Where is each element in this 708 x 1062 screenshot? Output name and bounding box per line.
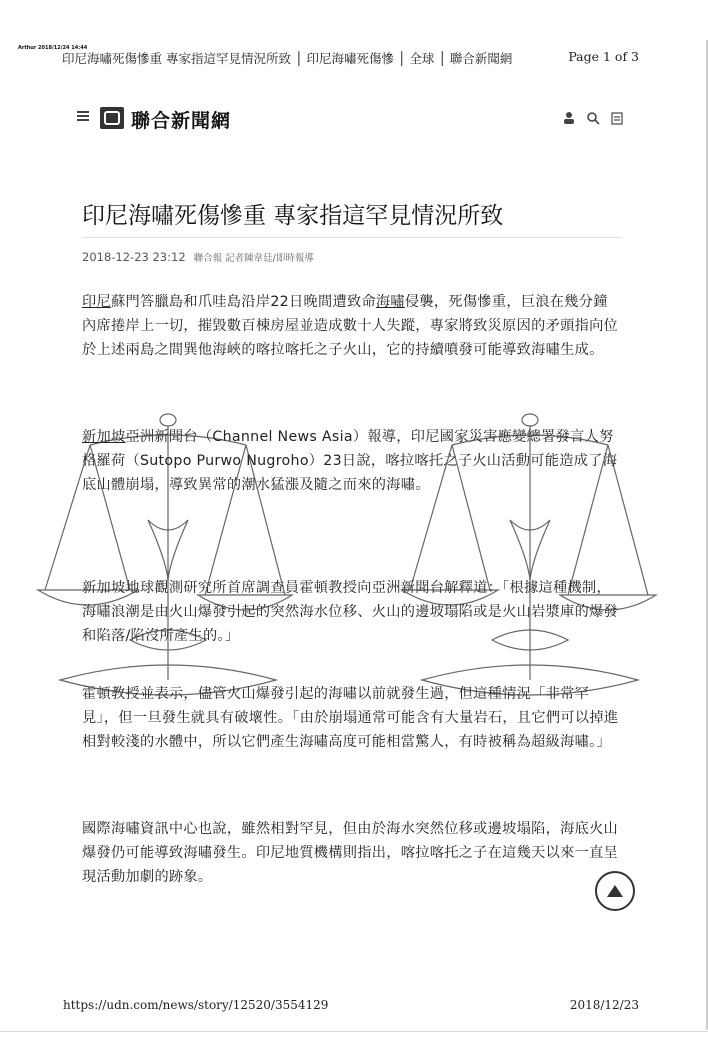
hamburger-menu-icon[interactable]	[77, 111, 89, 121]
bottom-border	[0, 1031, 708, 1032]
header-icons	[562, 111, 624, 125]
title-divider	[82, 237, 622, 238]
print-stamp: Arthur 2018/12/24 14:44	[18, 45, 88, 51]
article-paragraph-3: 新加坡地球觀測研究所首席調查員霍頓教授向亞洲新聞台解釋道：「根據這種機制，海嘯浪潮是由火山爆發引起的突然海水位移、火山的邊坡塌陷或是火山岩漿庫的爆發和陷落/陷沒所產生的。」	[82, 580, 619, 644]
tag-link-tsunami[interactable]: 海嘯	[375, 294, 405, 310]
search-icon[interactable]	[586, 111, 600, 125]
udn-logo-icon[interactable]	[100, 107, 124, 129]
footer-date: 2018/12/23	[569, 998, 639, 1012]
print-header-title: 印尼海嘯死傷慘重 專家指這罕見情況所致 │ 印尼海嘯死傷慘 │ 全球 │ 聯合新聞網	[62, 51, 513, 66]
shopping-icon[interactable]	[610, 111, 624, 125]
arrow-up-icon	[606, 884, 624, 898]
article-paragraph-2: 新加坡亞洲新聞台（Channel News Asia）報導，印尼國家災害應變總署發言人努格羅荷（Sutopo Purwo Nugroho）23日說，喀拉喀托之子火山活動可能造成了海底山體崩塌，導致異常的潮水猛漲及隨之而來的海嘯。	[82, 429, 618, 493]
article-source: 聯合報 記者陳韋廷/即時報導	[193, 253, 314, 264]
scales-watermark-icon	[20, 410, 660, 710]
article-paragraph-5: 國際海嘯資訊中心也說，雖然相對罕見，但由於海水突然位移或邊坡塌陷，海底火山爆發仍可能導致海嘯發生。印尼地質機構則指出，喀拉喀托之子在這幾天以來一直呈現活動加劇的跡象。	[82, 821, 619, 885]
page-number: Page 1 of 3	[568, 49, 639, 64]
article-title: 印尼海嘯死傷慘重 專家指這罕見情況所致	[82, 203, 504, 229]
tag-link-singapore[interactable]: 新加坡	[82, 429, 126, 445]
article-meta	[82, 250, 314, 264]
article-datetime: 2018-12-23 23:12	[82, 250, 186, 264]
article-paragraph-4: 霍頓教授並表示，儘管火山爆發引起的海嘯以前就發生過，但這種情況「非常罕見」，但一旦發生就具有破壞性。「由於崩塌通常可能含有大量岩石，且它們可以掉進相對較淺的水體中，所以它們產生海嘯高度可能相當驚人，有時被稱為超級海嘯。」	[82, 686, 619, 750]
footer-url: https://udn.com/news/story/12520/3554129	[63, 998, 329, 1012]
site-logo-text[interactable]: 聯合新聞網	[131, 110, 232, 132]
user-icon[interactable]	[562, 111, 576, 125]
article-paragraph-1: 印尼蘇門答臘島和爪哇島沿岸22日晚間遭致命海嘯侵襲，死傷慘重，巨浪在幾分鐘內席捲岸上一切，摧毀數百棟房屋並造成數十人失蹤，專家將致災原因的矛頭指向位於上述兩島之間巽他海峽的喀拉喀托之子火山，它的持續噴發可能導致海嘯生成。	[82, 294, 619, 358]
tag-link-indonesia[interactable]: 印尼	[82, 294, 111, 310]
scroll-to-top-button[interactable]	[595, 871, 635, 911]
